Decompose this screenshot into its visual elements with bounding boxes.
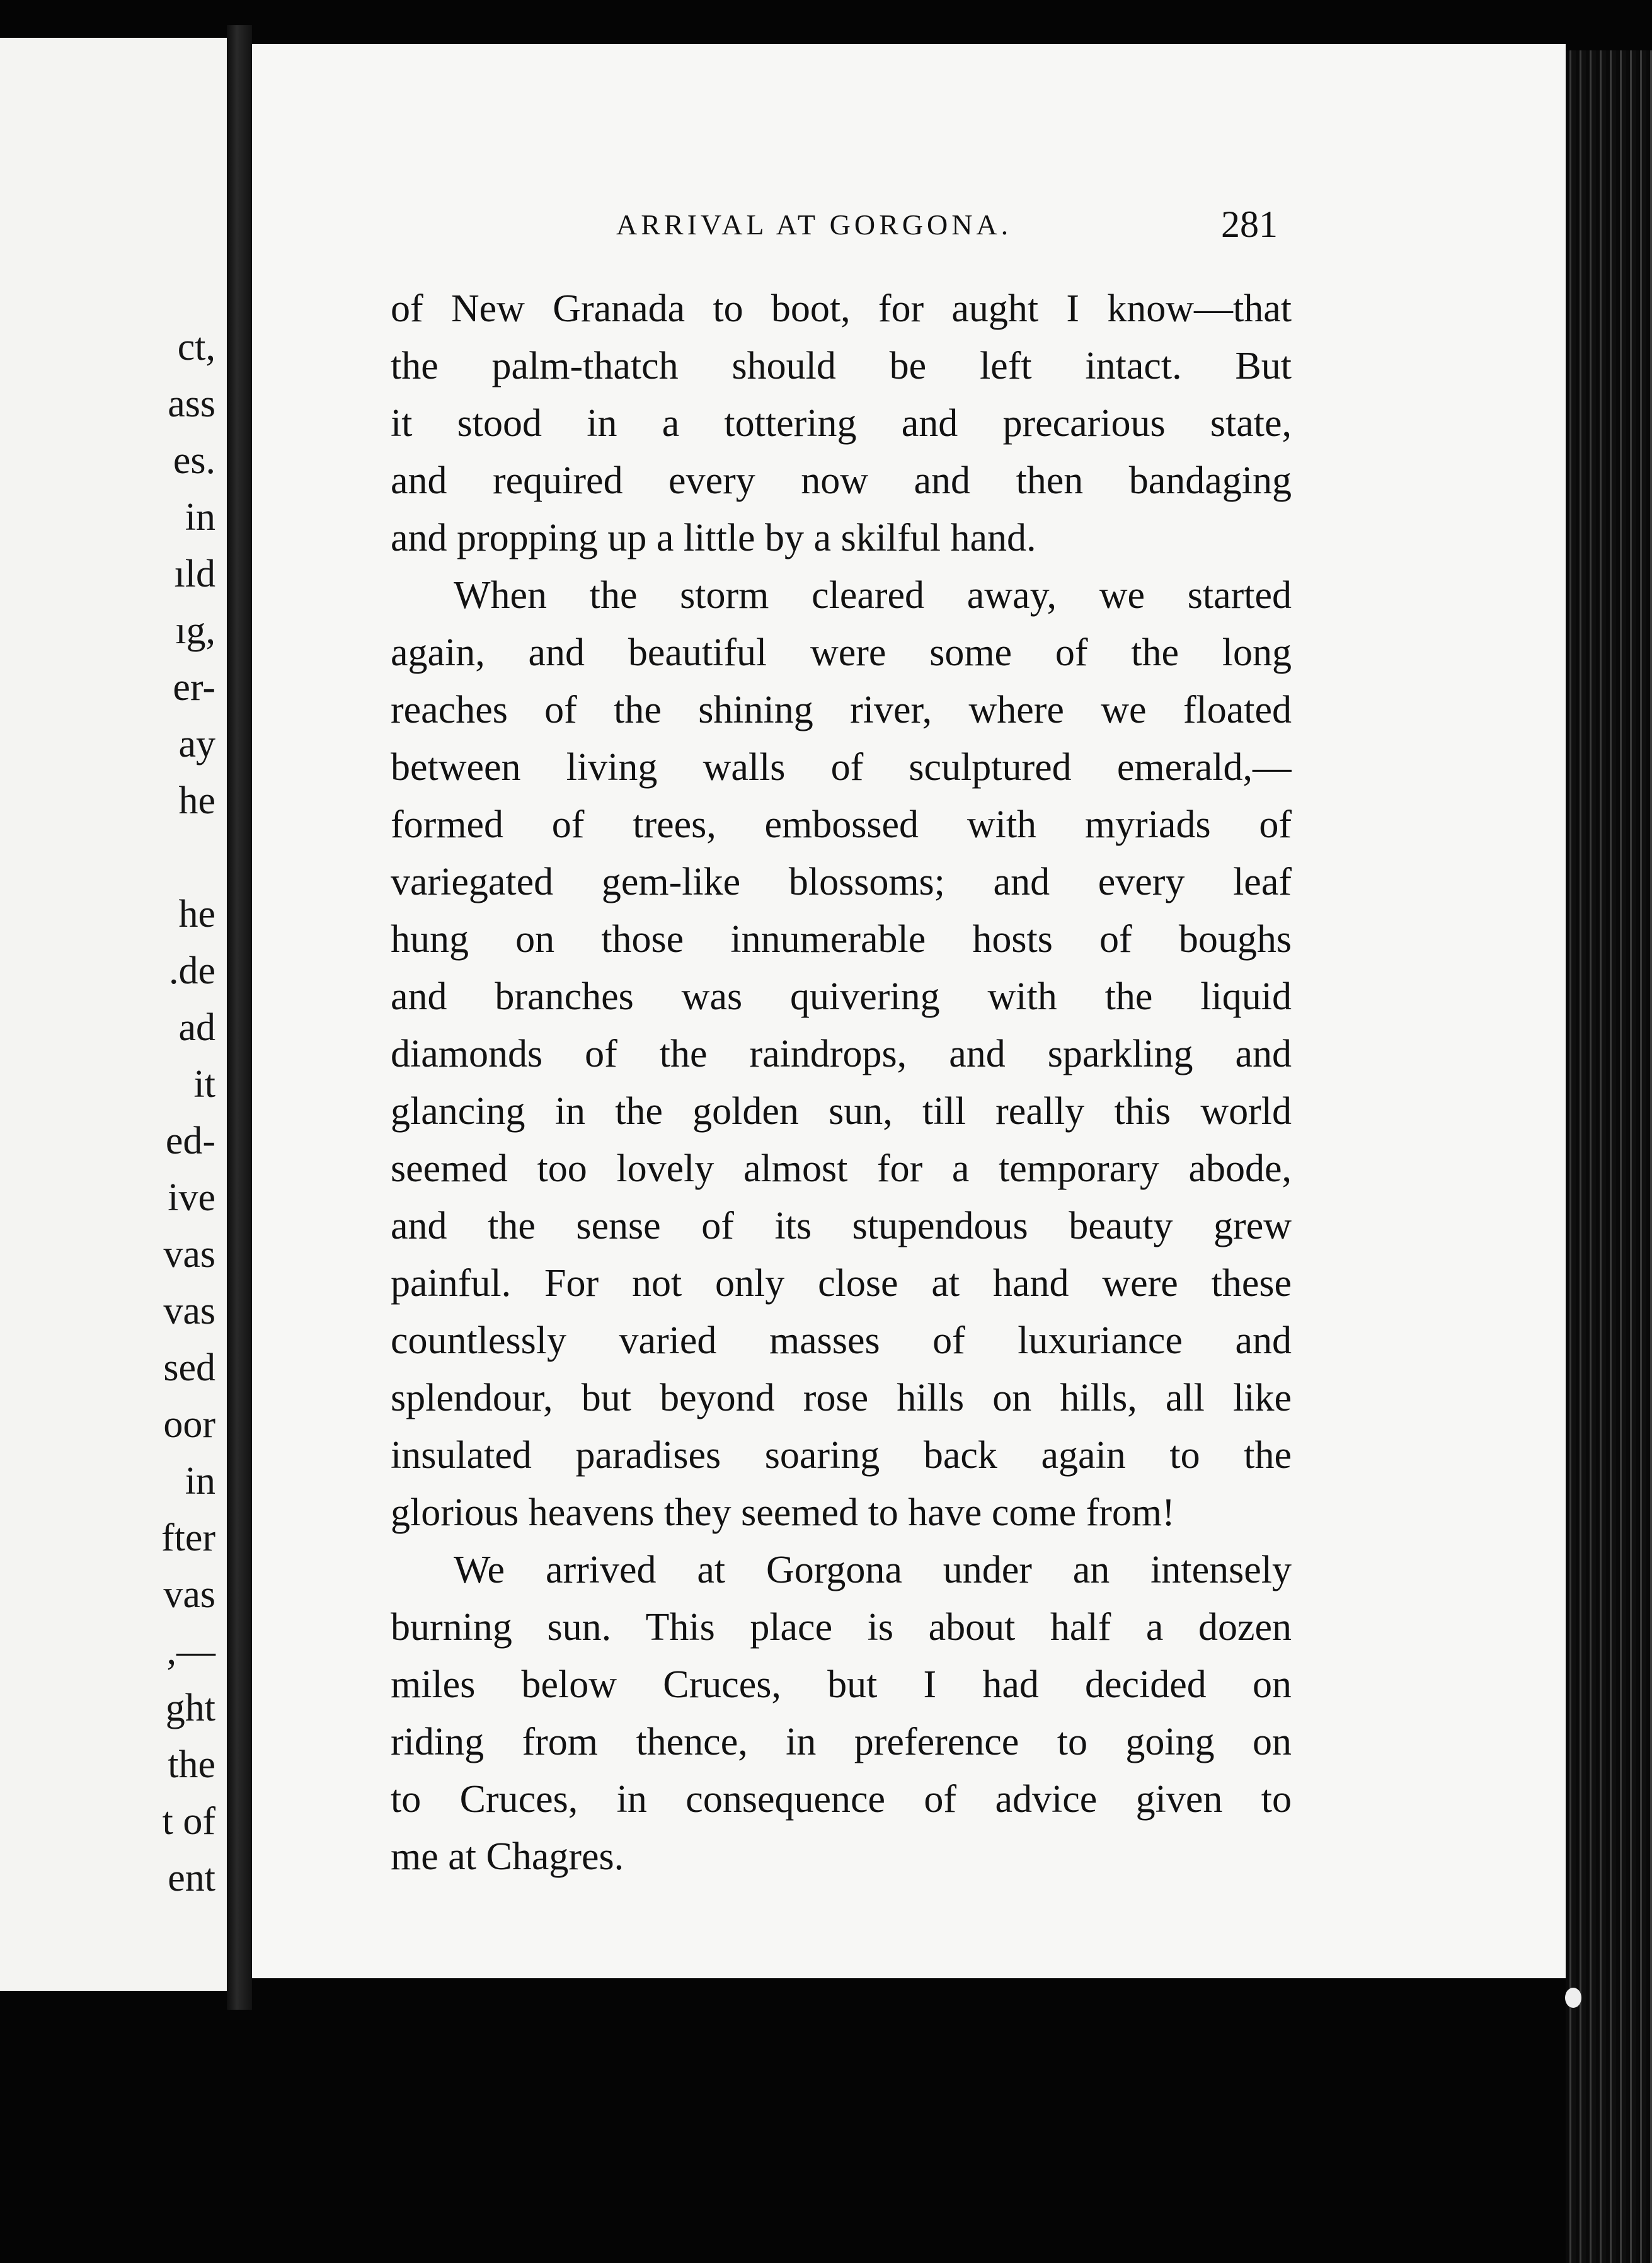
page-number: 281 (1221, 203, 1278, 245)
left-page-fragment: vas (163, 1233, 215, 1276)
text-line: hung on those innumerable hosts of boughs (391, 918, 1292, 961)
left-page-fragment: in (185, 496, 215, 539)
left-page-fragment: he (178, 893, 215, 936)
running-head: ARRIVAL AT GORGONA. (616, 209, 1012, 241)
scan-background (252, 1978, 1566, 2263)
left-page-fragment: oor (163, 1403, 215, 1446)
text-line: it stood in a tottering and precarious state, (391, 402, 1292, 445)
left-page-fragment: ct, (177, 326, 215, 369)
page-stack-edge (1566, 50, 1652, 2263)
left-page-fragment: ,— (166, 1630, 215, 1673)
left-page-fragment: er- (173, 666, 215, 709)
left-page-fragment: t of (162, 1800, 215, 1843)
text-line: When the storm cleared away, we started (454, 574, 1292, 617)
scan-speck (1565, 1988, 1581, 2008)
body-text (391, 280, 1292, 1886)
text-line: formed of trees, embossed with myriads of (391, 803, 1292, 846)
left-page-fragment: ıg, (175, 609, 215, 652)
text-line: riding from thence, in preference to going on (391, 1721, 1292, 1763)
text-line: and required every now and then bandaging (391, 459, 1292, 502)
left-page-fragment: sed (163, 1346, 215, 1389)
left-page-fragment: in (185, 1460, 215, 1503)
text-line: painful. For not only close at hand were these (391, 1262, 1292, 1305)
left-page-fragment: ad (178, 1006, 215, 1049)
left-page-fragment: .de (168, 949, 215, 992)
text-line: glancing in the golden sun, till really this world (391, 1090, 1292, 1133)
text-line: burning sun. This place is about half a dozen (391, 1606, 1292, 1649)
left-page-fragment: he (178, 779, 215, 822)
left-page-edge (0, 38, 231, 1991)
text-line: We arrived at Gorgona under an intensely (454, 1549, 1292, 1591)
text-line: between living walls of sculptured emerald,— (391, 746, 1292, 789)
text-line: countlessly varied masses of luxuriance and (391, 1319, 1292, 1362)
text-line: me at Chagres. (391, 1835, 624, 1878)
text-line: splendour, but beyond rose hills on hills, all like (391, 1377, 1292, 1419)
text-line: and branches was quivering with the liquid (391, 975, 1292, 1018)
text-line: and propping up a little by a skilful hand. (391, 517, 1036, 559)
left-page-fragment: ay (178, 723, 215, 765)
left-page-fragment: es. (173, 439, 215, 482)
left-page-fragment: vas (163, 1573, 215, 1616)
left-page-fragment: ed- (165, 1120, 215, 1162)
left-page-fragment: it (193, 1063, 215, 1106)
left-page-fragment: ass (168, 382, 215, 425)
text-line: the palm-thatch should be left intact. But (391, 345, 1292, 387)
text-line: miles below Cruces, but I had decided on (391, 1663, 1292, 1706)
text-line: seemed too lovely almost for a temporary abode, (391, 1147, 1292, 1190)
text-line: diamonds of the raindrops, and sparkling and (391, 1033, 1292, 1075)
text-line: insulated paradises soaring back again to the (391, 1434, 1292, 1477)
text-line: glorious heavens they seemed to have come from! (391, 1491, 1175, 1534)
left-page-fragment: vas (163, 1290, 215, 1332)
left-page-fragment: fter (161, 1516, 215, 1559)
text-line: and the sense of its stupendous beauty grew (391, 1205, 1292, 1247)
left-page-fragment: the (168, 1743, 215, 1786)
text-line: to Cruces, in consequence of advice given to (391, 1778, 1292, 1821)
text-line: variegated gem-like blossoms; and every leaf (391, 861, 1292, 903)
text-line: of New Granada to boot, for aught I know—that (391, 287, 1292, 330)
text-line: reaches of the shining river, where we floated (391, 689, 1292, 731)
left-page-fragment: ent (168, 1857, 215, 1899)
book-gutter (227, 25, 252, 2010)
left-page-fragment: ıld (174, 553, 215, 595)
left-page-fragment: ive (168, 1176, 215, 1219)
text-line: again, and beautiful were some of the long (391, 631, 1292, 674)
left-page-fragment: ght (165, 1687, 215, 1729)
